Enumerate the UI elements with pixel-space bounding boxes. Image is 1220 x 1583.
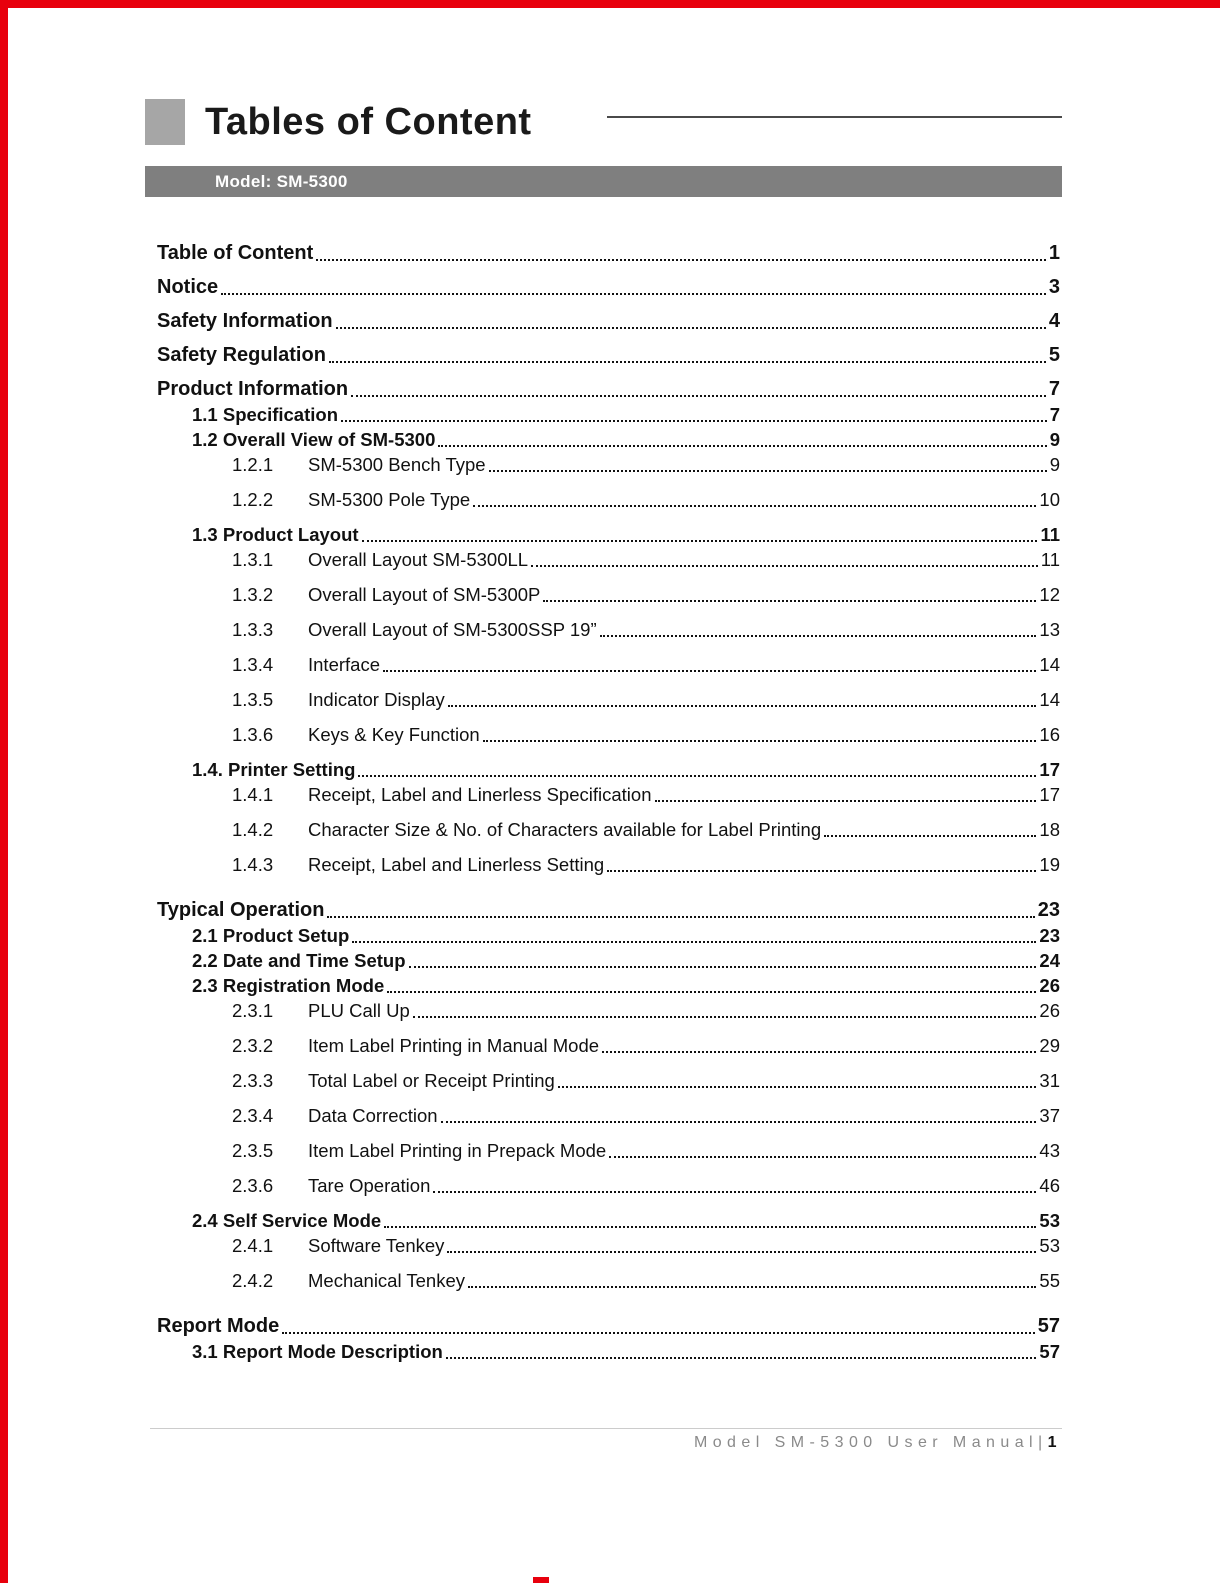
toc-entry-page: 16 (1039, 724, 1060, 745)
toc-entry-page: 23 (1039, 925, 1060, 946)
toc-entry-page: 7 (1048, 378, 1060, 400)
toc-entry-page: 53 (1039, 1235, 1060, 1256)
toc-entry-page: 31 (1039, 1070, 1060, 1091)
toc-entry-page: 10 (1039, 489, 1060, 510)
toc-dot-leader (448, 705, 1037, 707)
toc-entry-number: 1.2.1 (232, 454, 274, 475)
toc-entry-page: 14 (1039, 689, 1060, 710)
toc-entry-label: 1.1 Specification (192, 404, 338, 425)
toc-entry-page: 18 (1039, 819, 1060, 840)
toc-entry-number: 2.4.1 (232, 1235, 274, 1256)
toc-entry (157, 1314, 1060, 1339)
toc-entry (157, 1103, 1060, 1128)
toc-entry (157, 1068, 1060, 1093)
toc-dot-leader (327, 916, 1034, 918)
toc-entry (157, 1173, 1060, 1198)
toc-dot-leader (384, 1226, 1036, 1228)
toc-dot-leader (387, 991, 1036, 993)
toc-entry-label: SM-5300 Bench Type (308, 454, 486, 475)
toc-dot-leader (433, 1191, 1036, 1193)
toc-dot-leader (352, 941, 1036, 943)
toc-entry-page: 12 (1039, 584, 1060, 605)
toc-entry (157, 852, 1060, 877)
toc-dot-leader (282, 1332, 1035, 1334)
toc-entry (157, 1233, 1060, 1258)
toc-entry (157, 998, 1060, 1023)
toc-dot-leader (607, 870, 1036, 872)
toc-dot-leader (447, 1251, 1036, 1253)
page-title: Tables of Content (205, 100, 532, 143)
toc-dot-leader (362, 540, 1038, 542)
toc-entry (157, 343, 1060, 368)
toc-entry-page: 26 (1039, 1000, 1060, 1021)
toc-entry-label: 2.1 Product Setup (192, 925, 350, 946)
toc-entry (157, 241, 1060, 266)
toc-dot-leader (358, 775, 1036, 777)
toc-entry-label: Receipt, Label and Linerless Specification (308, 784, 652, 805)
toc-entry-label: Item Label Printing in Prepack Mode (308, 1140, 607, 1161)
toc-entry-page: 24 (1039, 950, 1060, 971)
toc-entry-label: 1.2 Overall View of SM-5300 (192, 429, 436, 450)
toc-entry (157, 522, 1060, 547)
toc-entry-label: SM-5300 Pole Type (308, 489, 471, 510)
toc-entry-number: 2.3.3 (232, 1070, 274, 1091)
toc-entry-page: 4 (1048, 310, 1060, 332)
toc-entry (157, 652, 1060, 677)
toc-entry (157, 275, 1060, 300)
toc-entry-page: 55 (1039, 1270, 1060, 1291)
toc-entry (157, 452, 1060, 477)
toc-entry-number: 2.3.2 (232, 1035, 274, 1056)
toc-entry-label: Overall Layout SM-5300LL (308, 549, 529, 570)
toc-entry-number: 1.3.6 (232, 724, 274, 745)
toc-entry-label: Keys & Key Function (308, 724, 480, 745)
toc-dot-leader (483, 740, 1037, 742)
toc-entry (157, 487, 1060, 512)
title-bullet-square-icon (145, 99, 185, 145)
toc-entry-number: 1.3.1 (232, 549, 274, 570)
toc-entry-page: 5 (1048, 344, 1060, 366)
toc-entry-number: 2.3.6 (232, 1175, 274, 1196)
toc-entry (157, 427, 1060, 452)
toc-entry-label: Safety Information (157, 310, 333, 332)
toc-dot-leader (351, 395, 1046, 397)
toc-dot-leader (473, 505, 1036, 507)
toc-entry (157, 1268, 1060, 1293)
toc-entry-label: 3.1 Report Mode Description (192, 1341, 443, 1362)
toc-entry-label: Data Correction (308, 1105, 438, 1126)
toc-entry (157, 617, 1060, 642)
title-rule (607, 116, 1062, 118)
toc-entry-page: 29 (1039, 1035, 1060, 1056)
footer-separator: | (1038, 1434, 1048, 1451)
toc-entry-label: Overall Layout of SM-5300P (308, 584, 541, 605)
toc-entry-page: 23 (1037, 899, 1060, 921)
toc-dot-leader (329, 361, 1046, 363)
toc-entry-label: 2.2 Date and Time Setup (192, 950, 406, 971)
page-bottom-red-mark (533, 1577, 549, 1583)
page-content (145, 96, 1062, 1364)
toc-dot-leader (446, 1357, 1037, 1359)
toc-entry-number: 2.3.4 (232, 1105, 274, 1126)
toc-entry-page: 11 (1040, 549, 1060, 570)
toc-entry-number: 2.4.2 (232, 1270, 274, 1291)
footer-text: Model SM-5300 User Manual (693, 1434, 1039, 1451)
toc-dot-leader (531, 565, 1038, 567)
toc-entry-page: 17 (1039, 759, 1060, 780)
toc-entry-page: 9 (1049, 454, 1060, 475)
toc-entry (157, 582, 1060, 607)
toc-dot-leader (489, 470, 1047, 472)
toc-entry (157, 782, 1060, 807)
toc-entry-label: Software Tenkey (308, 1235, 445, 1256)
toc-dot-leader (441, 1121, 1037, 1123)
toc-dot-leader (543, 600, 1036, 602)
toc-dot-leader (383, 670, 1036, 672)
page-footer (145, 1434, 1062, 1452)
toc-entry-label: Safety Regulation (157, 344, 326, 366)
toc-entry-page: 26 (1039, 975, 1060, 996)
toc-entry (157, 1033, 1060, 1058)
toc-dot-leader (409, 966, 1037, 968)
toc-dot-leader (602, 1051, 1036, 1053)
toc-entry-page: 57 (1039, 1341, 1060, 1362)
toc-entry-label: Product Information (157, 378, 349, 400)
toc-entry-label: Report Mode (157, 1315, 280, 1337)
toc-entry-page: 14 (1039, 654, 1060, 675)
toc-entry-page: 46 (1039, 1175, 1060, 1196)
toc-entry (157, 1138, 1060, 1163)
toc-entry (157, 817, 1060, 842)
toc-entry-number: 1.3.4 (232, 654, 274, 675)
toc-entry-label: Overall Layout of SM-5300SSP 19” (308, 619, 597, 640)
toc-entry (157, 687, 1060, 712)
toc-dot-leader (341, 420, 1047, 422)
toc-entry (157, 923, 1060, 948)
toc-entry-page: 7 (1049, 404, 1060, 425)
page-edge-top-bar (0, 0, 1220, 8)
toc-entry-number: 1.3.5 (232, 689, 274, 710)
toc-entry (157, 1208, 1060, 1233)
toc-dot-leader (558, 1086, 1037, 1088)
toc-entry-page: 13 (1039, 619, 1060, 640)
footer-page-number: 1 (1047, 1434, 1062, 1451)
toc-entry-label: PLU Call Up (308, 1000, 410, 1021)
toc-entry (157, 973, 1060, 998)
table-of-contents (145, 241, 1062, 1364)
toc-entry (157, 948, 1060, 973)
toc-dot-leader (824, 835, 1036, 837)
toc-dot-leader (438, 445, 1046, 447)
toc-entry (157, 402, 1060, 427)
toc-entry-number: 1.2.2 (232, 489, 274, 510)
toc-dot-leader (336, 327, 1046, 329)
toc-entry-page: 11 (1040, 524, 1060, 545)
toc-entry-label: Notice (157, 276, 219, 298)
toc-dot-leader (221, 293, 1046, 295)
toc-entry (157, 898, 1060, 923)
toc-entry-label: 2.4 Self Service Mode (192, 1210, 382, 1231)
toc-entry-label: Item Label Printing in Manual Mode (308, 1035, 600, 1056)
toc-entry-label: Character Size & No. of Characters available for Label Printing (308, 819, 822, 840)
toc-entry-number: 1.4.2 (232, 819, 274, 840)
toc-entry-label: Indicator Display (308, 689, 445, 710)
toc-entry-number: 2.3.1 (232, 1000, 274, 1021)
toc-entry-page: 53 (1039, 1210, 1060, 1231)
toc-entry-label: Interface (308, 654, 380, 675)
toc-entry-number: 1.4.3 (232, 854, 274, 875)
toc-entry-label: Total Label or Receipt Printing (308, 1070, 555, 1091)
footer-rule (150, 1428, 1062, 1429)
toc-entry-page: 57 (1037, 1315, 1060, 1337)
toc-entry-label: Table of Content (157, 242, 314, 264)
toc-entry-label: Receipt, Label and Linerless Setting (308, 854, 605, 875)
toc-entry (157, 309, 1060, 334)
toc-entry-label: 2.3 Registration Mode (192, 975, 385, 996)
title-row (145, 96, 1062, 148)
toc-entry-page: 9 (1049, 429, 1060, 450)
model-banner: Model: SM-5300 (145, 166, 1062, 197)
toc-entry-page: 1 (1048, 242, 1060, 264)
toc-entry-label: 1.4. Printer Setting (192, 759, 356, 780)
toc-entry-number: 1.4.1 (232, 784, 274, 805)
toc-entry-number: 2.3.5 (232, 1140, 274, 1161)
page-edge-left-bar (0, 0, 8, 1583)
toc-dot-leader (413, 1016, 1037, 1018)
toc-entry-page: 19 (1039, 854, 1060, 875)
toc-dot-leader (655, 800, 1037, 802)
toc-entry-page: 43 (1039, 1140, 1060, 1161)
toc-entry-label: Tare Operation (308, 1175, 431, 1196)
toc-entry-number: 1.3.3 (232, 619, 274, 640)
toc-entry-number: 1.3.2 (232, 584, 274, 605)
toc-entry (157, 377, 1060, 402)
toc-entry-label: 1.3 Product Layout (192, 524, 359, 545)
toc-entry-page: 3 (1048, 276, 1060, 298)
toc-entry-page: 17 (1039, 784, 1060, 805)
toc-dot-leader (316, 259, 1046, 261)
toc-entry (157, 547, 1060, 572)
toc-entry-page: 37 (1039, 1105, 1060, 1126)
toc-dot-leader (609, 1156, 1036, 1158)
toc-dot-leader (468, 1286, 1036, 1288)
toc-entry-label: Mechanical Tenkey (308, 1270, 465, 1291)
toc-dot-leader (600, 635, 1037, 637)
toc-entry (157, 757, 1060, 782)
toc-entry (157, 1339, 1060, 1364)
toc-entry-label: Typical Operation (157, 899, 325, 921)
toc-entry (157, 722, 1060, 747)
